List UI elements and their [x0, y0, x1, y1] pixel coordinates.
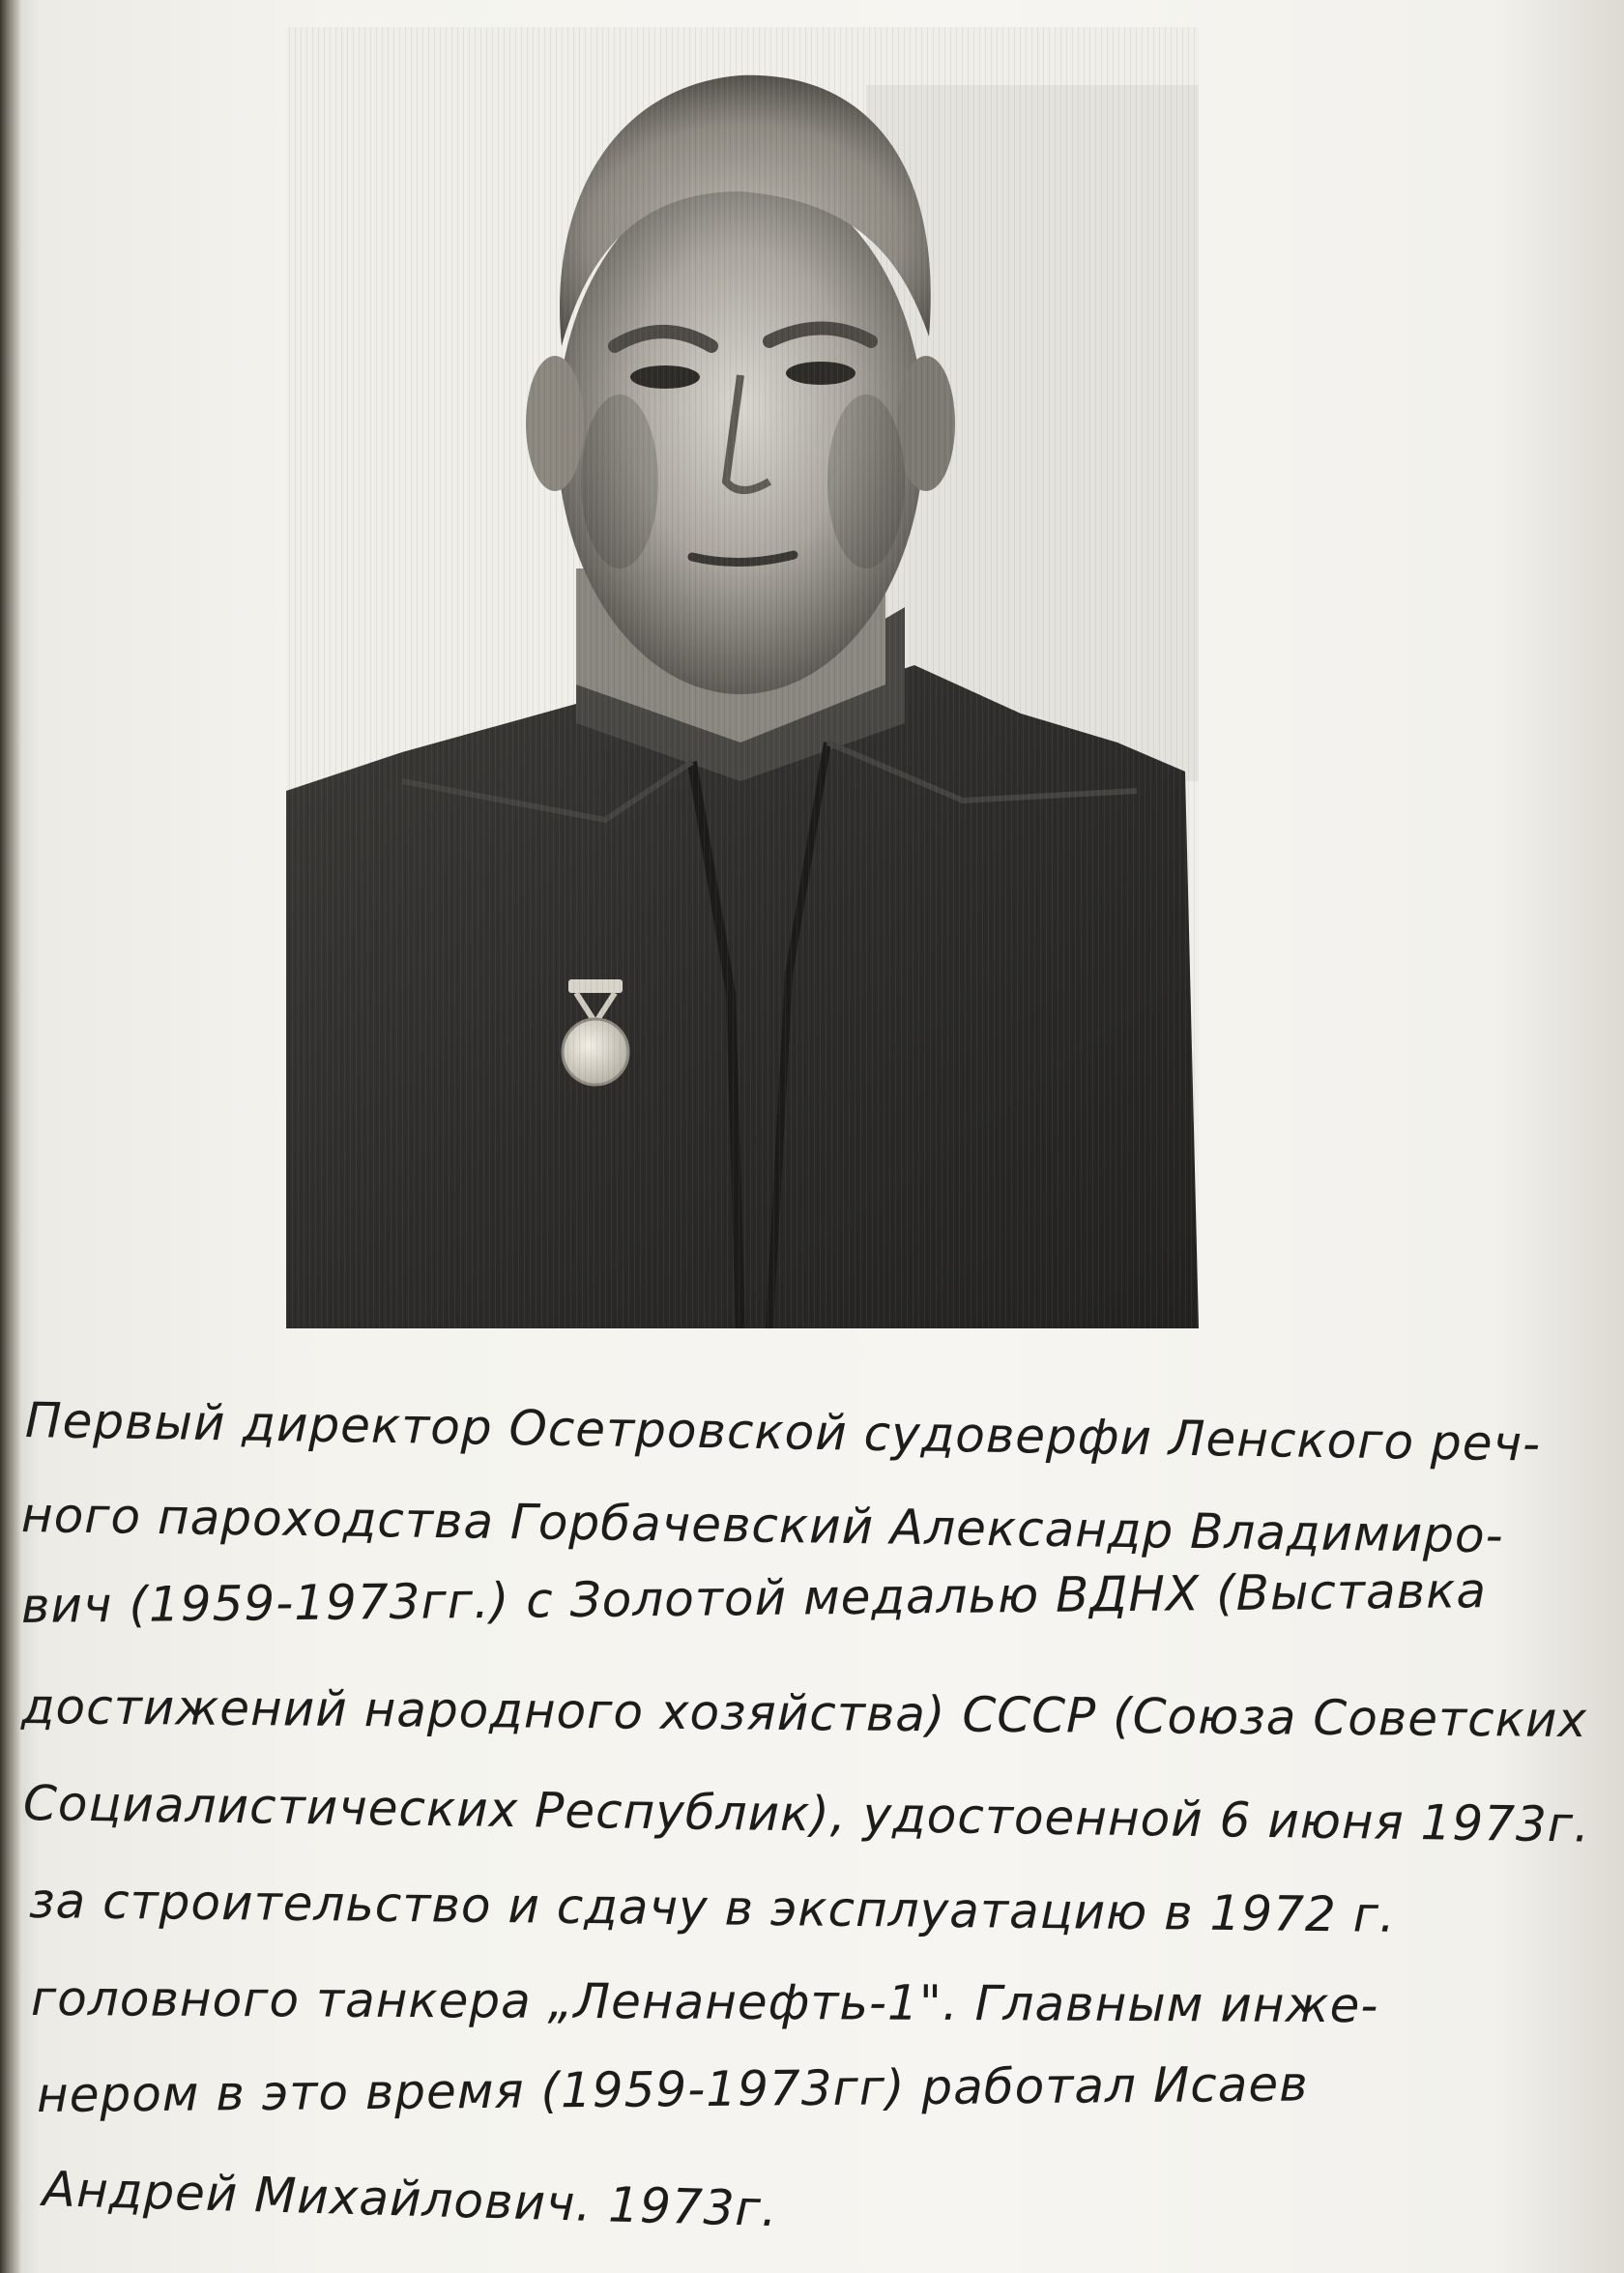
caption-line: за строительство и сдачу в эксплуатацию в 1972 г.: [28, 1873, 1397, 1943]
portrait-photo: [286, 27, 1199, 1328]
caption-line: головного танкера „Ленанефть-1". Главным инже-: [30, 1970, 1379, 2034]
caption-line: Первый директор Осетровской судоверфи Ленского реч-: [24, 1392, 1542, 1472]
caption-line: достижений народного хозяйства) СССР (Союза Советских: [20, 1678, 1588, 1749]
caption-line: нером в это время (1959-1973гг) работал Исаев: [36, 2055, 1309, 2123]
caption-line: ного пароходства Горбачевский Александр Владимиро-: [20, 1487, 1505, 1564]
caption-line: Социалистических Республик), удостоенной 6 июня 1973г.: [22, 1775, 1591, 1853]
page-binding-shadow: [0, 0, 21, 2273]
caption-line: Андрей Михайлович. 1973г.: [42, 2161, 779, 2238]
caption-line: вич (1959-1973гг.) с Золотой медалью ВДНХ (Выставка: [20, 1562, 1488, 1634]
